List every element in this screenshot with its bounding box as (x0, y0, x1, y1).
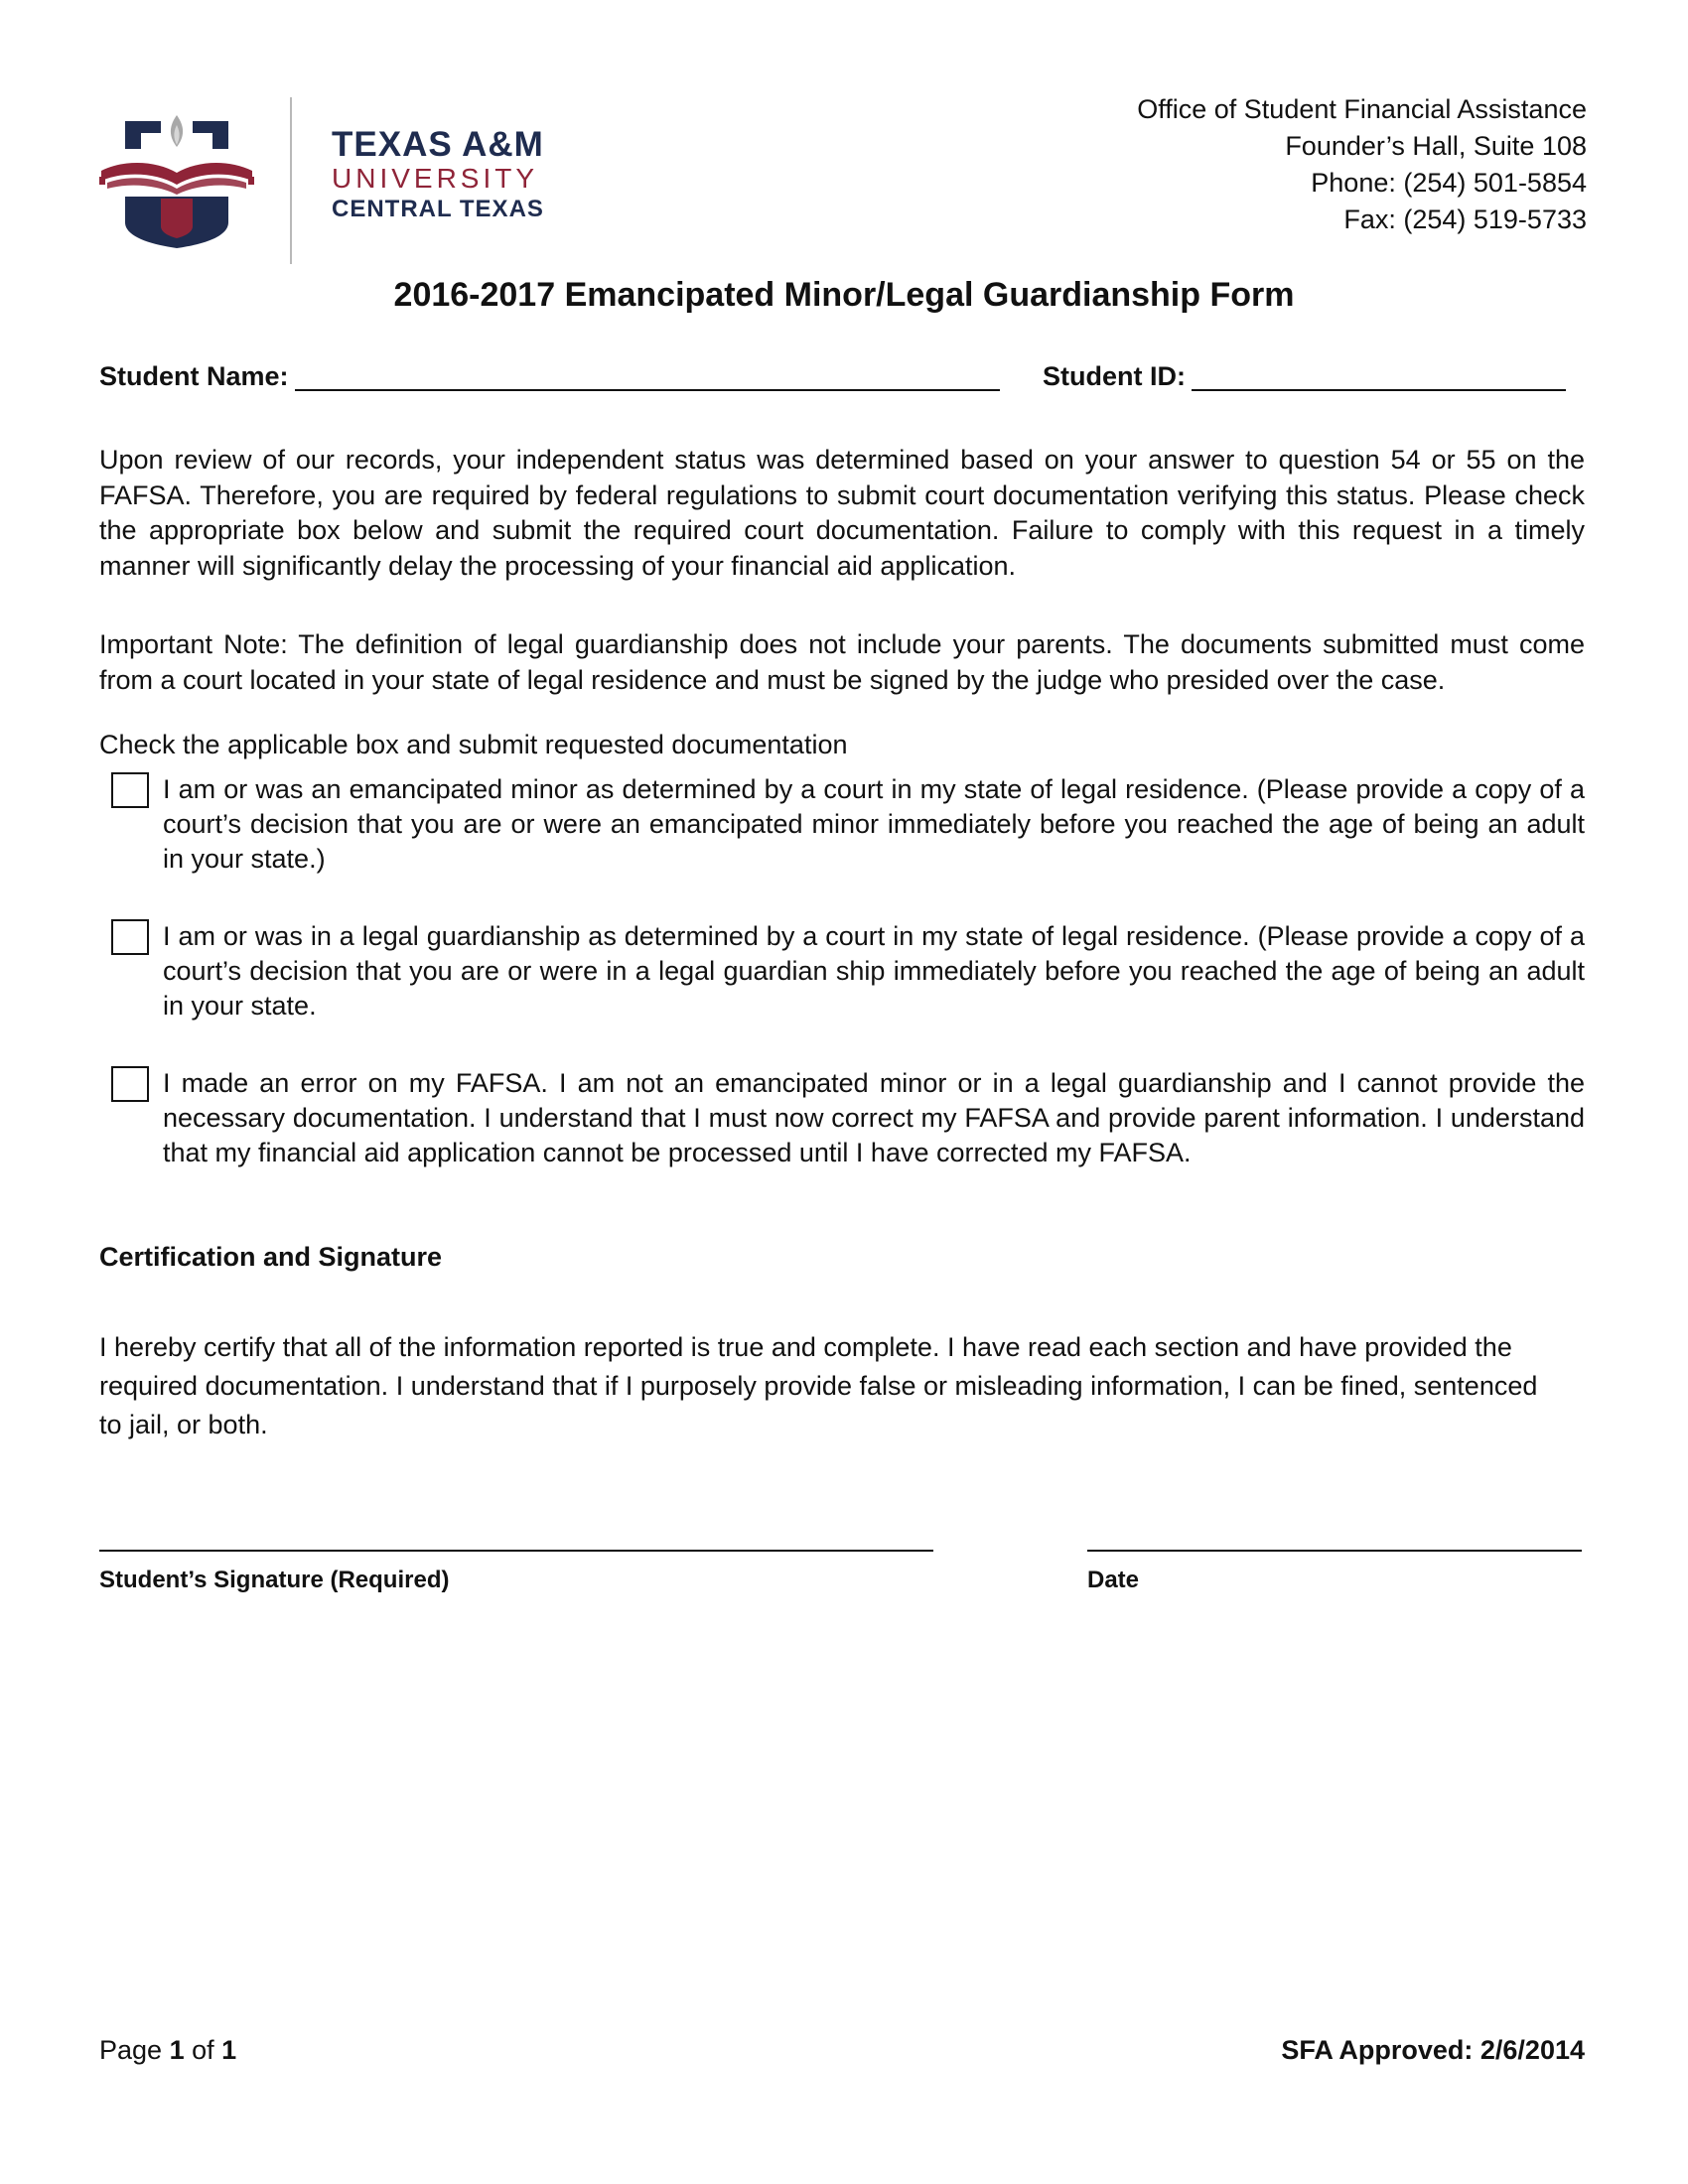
certification-heading: Certification and Signature (99, 1242, 443, 1272)
student-id-label: Student ID: (1043, 361, 1186, 391)
date-label: Date (1087, 1567, 1140, 1593)
page-current: 1 (169, 2035, 185, 2065)
option-text: I am or was in a legal guardianship as determined by a court in my state of legal residence. (Please provide a copy of a court’s decision that you are or were in a legal guardian ship immediately before you reached the age of being an adult in your state. (163, 921, 1585, 1021)
date-field[interactable] (1087, 1550, 1582, 1552)
legal-guardianship-checkbox[interactable] (111, 919, 149, 955)
check-instruction: Check the applicable box and submit requested documentation (99, 730, 848, 759)
logo-line-central-texas: CENTRAL TEXAS (332, 196, 544, 222)
logo-wordmark (332, 127, 590, 224)
form-title: 2016-2017 Emancipated Minor/Legal Guardianship Form (393, 276, 1295, 314)
page-of: of (184, 2035, 222, 2065)
student-name-field[interactable] (295, 389, 1000, 391)
certification-text: I hereby certify that all of the information reported is true and complete. I have read each section and have provided the required documentation. I understand that if I purposely provide false or misleading information, I can be fined, sentenced to jail, or both. (99, 1332, 1538, 1439)
university-emblem-icon (97, 115, 256, 249)
approval-date: SFA Approved: 2/6/2014 (1281, 2035, 1585, 2065)
student-id-field[interactable] (1192, 389, 1566, 391)
logo-line-texas-am: TEXAS A&M (332, 125, 544, 164)
important-note-paragraph: Important Note: The definition of legal guardianship does not include your parents. The documents submitted must come from a court located in your state of legal residence and must be signed by the judge who presided over the case. (99, 629, 1585, 695)
page-number (99, 2035, 236, 2066)
page-prefix: Page (99, 2035, 170, 2065)
office-fax: Fax: (254) 519-5733 (1343, 205, 1587, 234)
signature-field[interactable] (99, 1550, 933, 1552)
review-paragraph: Upon review of our records, your independent status was determined based on your answer to question 54 or 55 on the FAFSA. Therefore, you are required by federal regulations to submit court documentation verifying this status. Please check the appropriate box below and submit the required court documentation. Failure to comply with this request in a timely manner will significantly delay the processing of your financial aid application. (99, 445, 1585, 581)
option-text: I made an error on my FAFSA. I am not an emancipated minor or in a legal guardianship and I cannot provide the necessary documentation. I understand that I must now correct my FAFSA and provide parent information. I understand that my financial aid application cannot be processed until I have corrected my FAFSA. (163, 1068, 1585, 1167)
office-contact-block (1137, 91, 1587, 238)
office-name: Office of Student Financial Assistance (1137, 94, 1587, 124)
signature-label: Student’s Signature (Required) (99, 1567, 450, 1593)
option-text: I am or was an emancipated minor as determined by a court in my state of legal residence. (Please provide a copy of a court’s decision that you are or were an emancipated minor immediately before you reached the age of being an adult in your state.) (163, 774, 1585, 874)
fafsa-error-checkbox[interactable] (111, 1066, 149, 1102)
logo-divider (290, 97, 292, 264)
student-info-row (99, 361, 1589, 401)
page-total: 1 (221, 2035, 237, 2065)
office-phone: Phone: (254) 501-5854 (1311, 168, 1587, 198)
logo-line-university: UNIVERSITY (332, 163, 539, 194)
office-address: Founder’s Hall, Suite 108 (1285, 131, 1587, 161)
university-logo (97, 97, 574, 266)
emancipated-minor-checkbox[interactable] (111, 772, 149, 808)
student-name-label: Student Name: (99, 361, 289, 391)
